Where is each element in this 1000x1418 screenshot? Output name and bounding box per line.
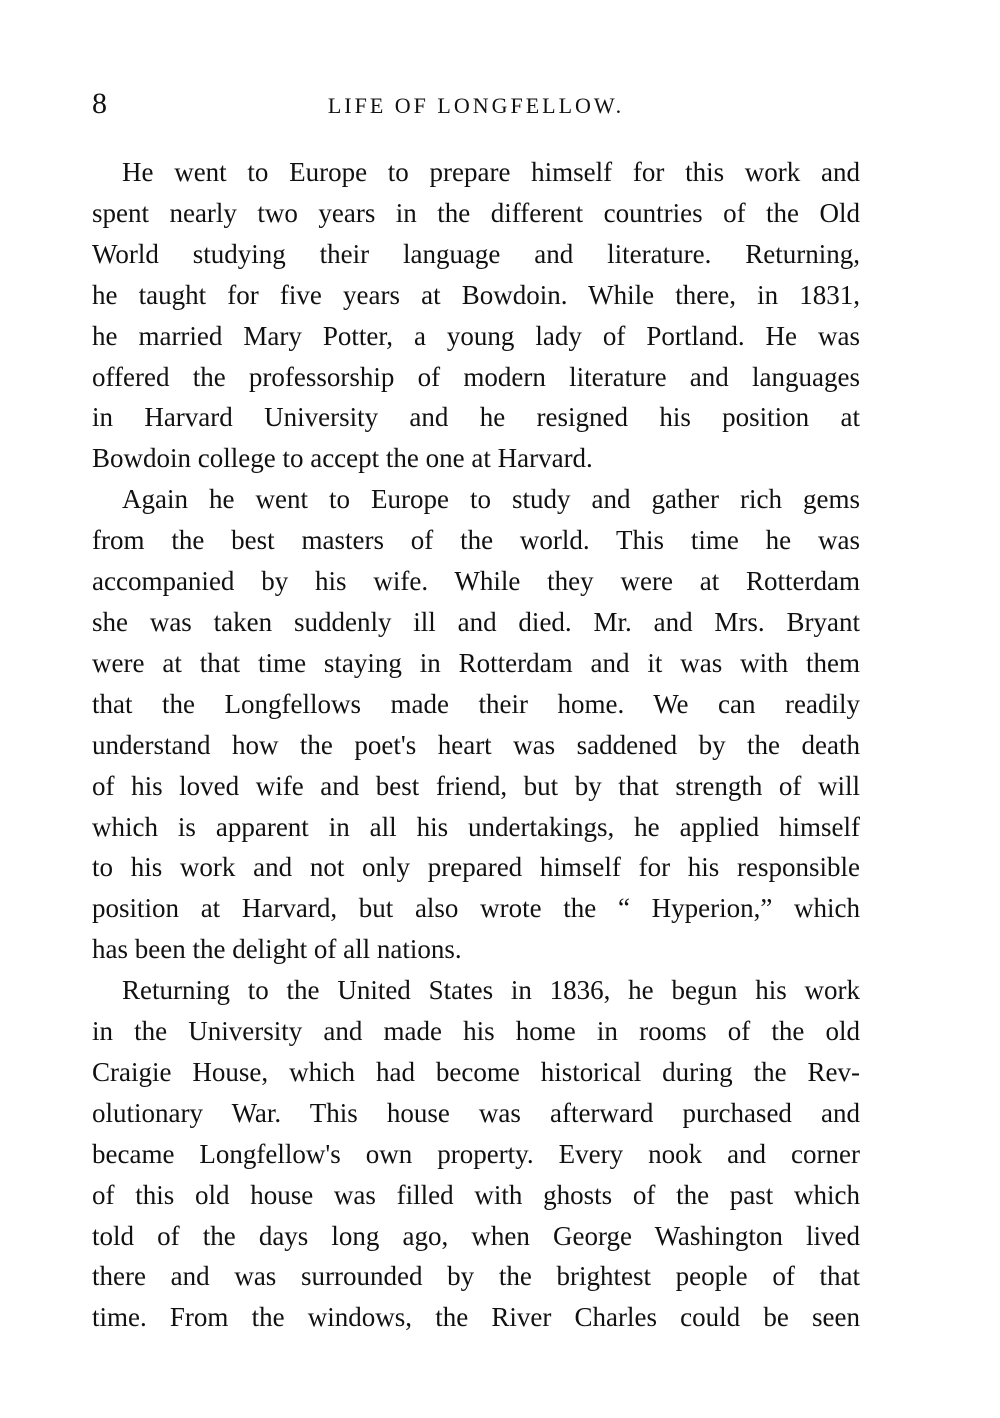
text-line: accompanied by his wife. While they were at Rotterdam	[92, 566, 860, 597]
paragraph-1	[92, 152, 860, 479]
text-line: in Harvard University and he resigned his position at	[92, 402, 860, 433]
text-line: olutionary War. This house was afterward purchased and	[92, 1097, 860, 1128]
text-line: there and was surrounded by the brightest people of that	[92, 1261, 860, 1292]
text-line: offered the professorship of modern literature and languages	[92, 361, 860, 392]
text-line: told of the days long ago, when George Washington lived	[92, 1220, 860, 1251]
text-line: has been the delight of all nations.	[92, 934, 462, 965]
text-line: Again he went to Europe to study and gather rich gems	[122, 484, 860, 515]
text-line: understand how the poet's heart was saddened by the death	[92, 729, 860, 760]
text-line: World studying their language and literature. Returning,	[92, 238, 860, 269]
text-line: Bowdoin college to accept the one at Harvard.	[92, 443, 593, 474]
text-line: became Longfellow's own property. Every nook and corner	[92, 1138, 860, 1169]
text-line: He went to Europe to prepare himself for this work and	[122, 157, 860, 187]
text-line: position at Harvard, but also wrote the “ Hyperion,” which	[92, 893, 860, 924]
text-line: from the best masters of the world. This time he was	[92, 525, 860, 556]
text-line: in the University and made his home in rooms of the old	[92, 1016, 860, 1047]
text-line: he married Mary Potter, a young lady of Portland. He was	[92, 320, 860, 351]
text-line: Returning to the United States in 1836, he begun his work	[122, 975, 860, 1006]
text-line: Craigie House, which had become historical during the Rev-	[92, 1056, 860, 1087]
text-line: of his loved wife and best friend, but by that strength of will	[92, 770, 860, 801]
page-header	[92, 84, 860, 128]
text-line: time. From the windows, the River Charles could be seen	[92, 1302, 860, 1333]
text-line: were at that time staying in Rotterdam and it was with them	[92, 647, 860, 678]
text-line: to his work and not only prepared himself for his responsible	[92, 852, 860, 883]
paragraph-3	[92, 970, 860, 1338]
paragraph-2	[92, 479, 860, 970]
text-line: spent nearly two years in the different countries of the Old	[92, 197, 860, 228]
text-line: which is apparent in all his undertakings, he applied himself	[92, 811, 860, 842]
text-line: he taught for five years at Bowdoin. While there, in 1831,	[92, 279, 860, 310]
text-line: she was taken suddenly ill and died. Mr. and Mrs. Bryant	[92, 606, 860, 637]
body-text	[92, 152, 860, 1338]
running-title: LIFE OF LONGFELLOW.	[327, 93, 625, 118]
text-line: of this old house was filled with ghosts of the past which	[92, 1179, 860, 1210]
text-line: that the Longfellows made their home. We can readily	[92, 688, 860, 719]
page-number: 8	[92, 87, 107, 120]
